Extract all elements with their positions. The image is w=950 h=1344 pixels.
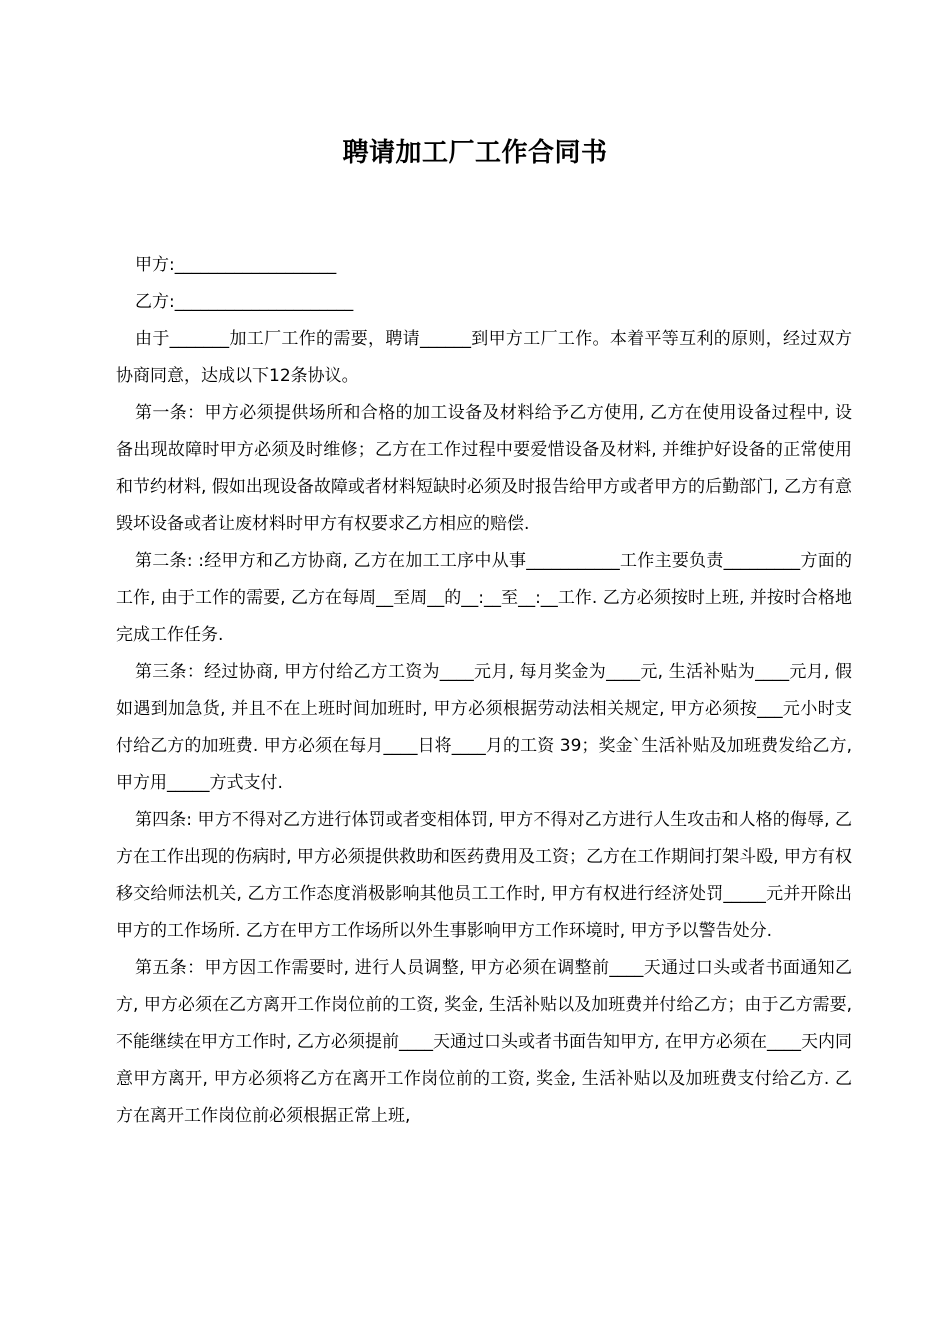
article-1-paragraph: 第一条：甲方必须提供场所和合格的加工设备及材料给予乙方使用, 乙方在使用设备过程中, 设备出现故障时甲方必须及时维修；乙方在工作过程中要爱惜设备及材料, 并维护好设备的正常使用和节约材料, 假如出现设备故障或者材料短缺时必须及时报告给甲方或者甲方的后勤部门, 乙方有意毁坏设备或者让废材料时甲方有权要求乙方相应的赔偿. [116,403,852,534]
article-3-paragraph: 第三条：经过协商, 甲方付给乙方工资为____元月, 每月奖金为____元, 生活补贴为____元月, 假如遇到加急货, 并且不在上班时间加班时, 甲方必须根据劳动法相关规定, 甲方必须按___元小时支付给乙方的加班费. 甲方必须在每月____日将____月的工资 39；奖金`生活补贴及加班费发给乙方, 甲方用_____方式支付. [116,662,852,793]
party-b-line: 乙方:_____________________ [135,292,354,312]
article-5-paragraph: 第五条：甲方因工作需要时, 进行人员调整, 甲方必须在调整前____天通过口头或者书面通知乙方, 甲方必须在乙方离开工作岗位前的工资, 奖金, 生活补贴以及加班费并付给乙方；由于乙方需要, 不能继续在甲方工作时, 乙方必须提前____天通过口头或者书面告知甲方, 在甲方必须在____天内同意甲方离开, 甲方必须将乙方在离开工作岗位前的工资, 奖金, 生活补贴以及加班费支付给乙方. 乙方在离开工作岗位前必须根据正常上班, [116,958,852,1126]
document-title: 聘请加工厂工作合同书 [342,138,608,168]
article-2-paragraph: 第二条: :经甲方和乙方协商, 乙方在加工工序中从事___________工作主要负责_________方面的工作, 由于工作的需要, 乙方在每周__至周__的__:__至__:__工作. 乙方必须按时上班, 并按时合格地完成工作任务. [116,551,852,645]
document-body [116,247,852,1135]
article-4-paragraph: 第四条: 甲方不得对乙方进行体罚或者变相体罚, 甲方不得对乙方进行人生攻击和人格的侮辱, 乙方在工作出现的伤病时, 甲方必须提供救助和医药费用及工资；乙方在工作期间打架斗殴, 甲方有权移交给师法机关, 乙方工作态度消极影响其他员工工作时, 甲方有权进行经济处罚_____元并开除出甲方的工作场所. 乙方在甲方工作场所以外生事影响甲方工作环境时, 甲方予以警告处分. [116,810,852,941]
preamble-paragraph: 由于_______加工厂工作的需要，聘请______到甲方工厂工作。本着平等互利的原则，经过双方协商同意，达成以下12条协议。 [116,329,852,386]
party-a-line: 甲方:___________________ [135,255,337,275]
